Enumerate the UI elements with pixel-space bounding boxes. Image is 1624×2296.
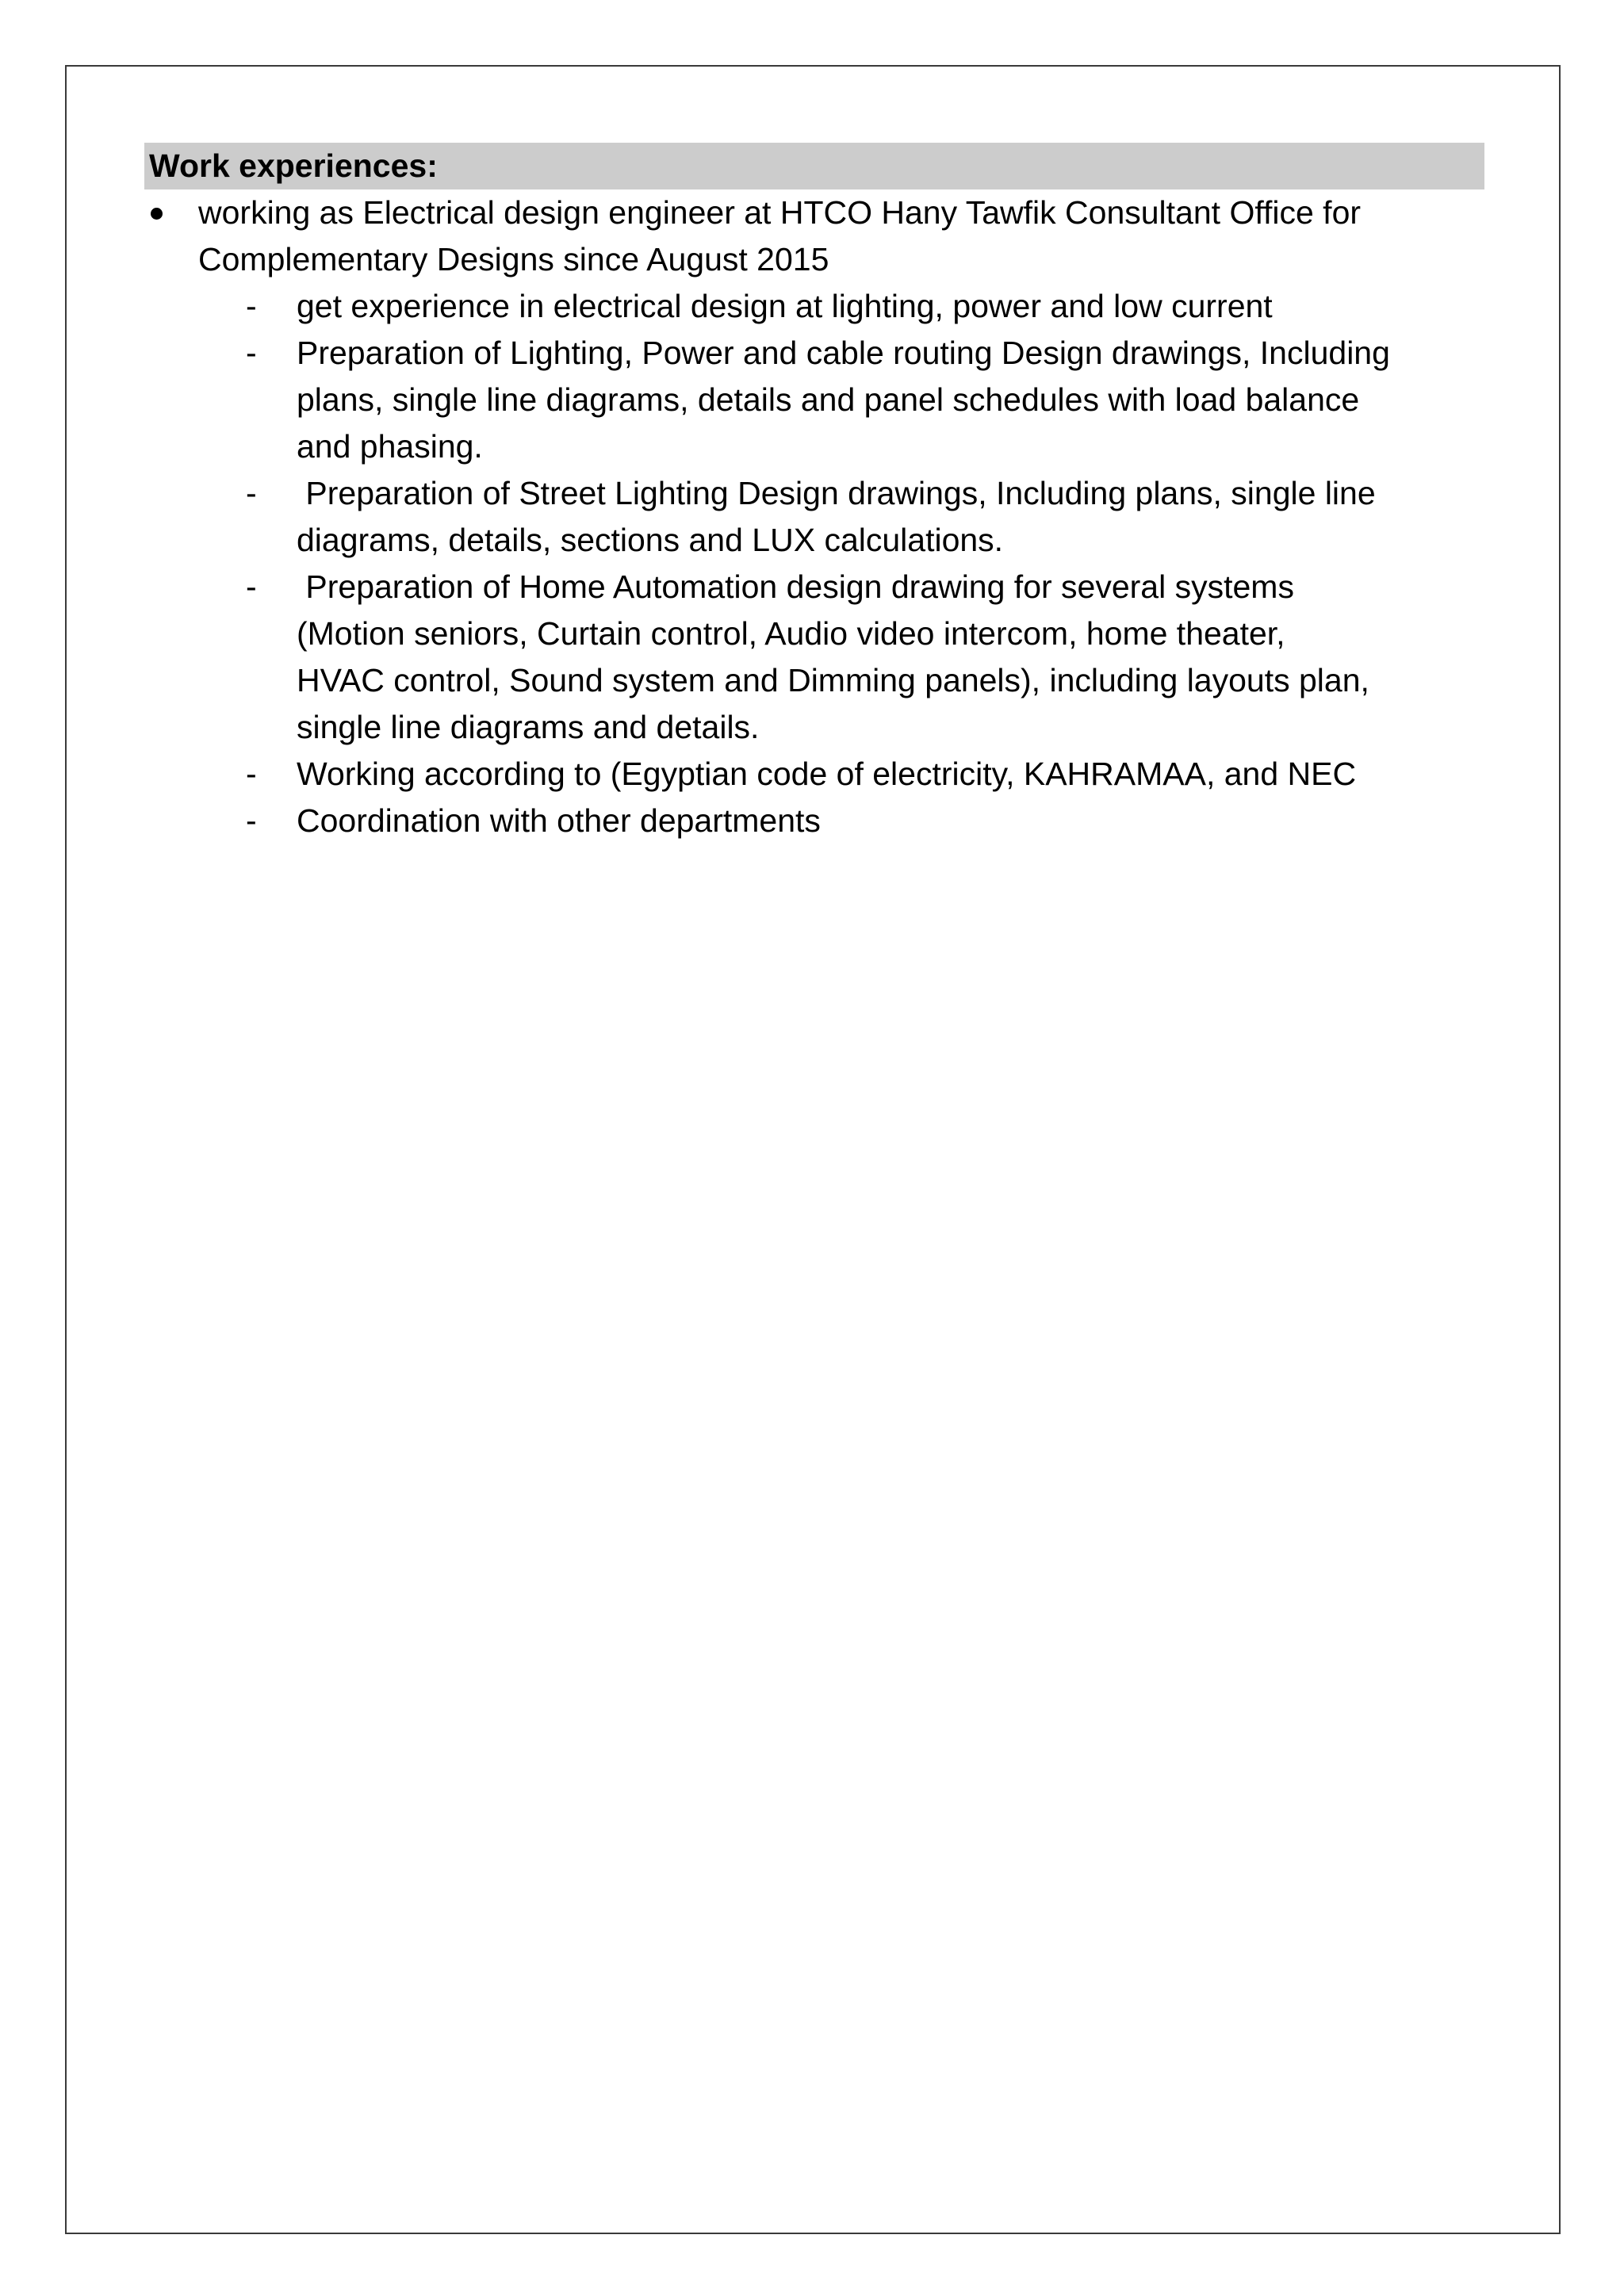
duty-line: single line diagrams and details. xyxy=(297,709,760,745)
duties-list xyxy=(144,283,1484,844)
duty-line: get experience in electrical design at lighting, power and low current xyxy=(297,288,1273,324)
experience-title xyxy=(198,189,1484,283)
duty-line: Preparation of Home Automation design drawing for several systems xyxy=(297,568,1294,605)
duty-line: and phasing. xyxy=(297,428,483,465)
duty-line: plans, single line diagrams, details and panel schedules with load balance xyxy=(297,381,1360,418)
duty-item xyxy=(144,470,1484,564)
duty-line: Coordination with other departments xyxy=(297,802,821,839)
duty-item xyxy=(144,798,1484,844)
duty-line: Preparation of Lighting, Power and cable routing Design drawings, Including xyxy=(297,335,1390,371)
duty-item xyxy=(144,283,1484,330)
duty-item xyxy=(144,751,1484,798)
experience-list xyxy=(144,189,1484,844)
duty-line: Preparation of Street Lighting Design drawings, Including plans, single line xyxy=(297,475,1376,511)
duty-line: Working according to (Egyptian code of electricity, KAHRAMAA, and NEC xyxy=(297,756,1357,792)
bullet-icon xyxy=(151,189,182,236)
experience-title-line: working as Electrical design engineer at HTCO Hany Tawfik Consultant Office for xyxy=(198,194,1362,231)
resume-content xyxy=(144,143,1484,844)
experience-title-line: Complementary Designs since August 2015 xyxy=(198,241,829,277)
experience-item xyxy=(144,189,1484,844)
dash-marker: - xyxy=(246,802,257,839)
dash-marker: - xyxy=(246,475,257,511)
duty-line: (Motion seniors, Curtain control, Audio video intercom, home theater, xyxy=(297,615,1285,652)
duty-line: HVAC control, Sound system and Dimming panels), including layouts plan, xyxy=(297,662,1369,698)
duty-item xyxy=(144,330,1484,470)
dash-marker: - xyxy=(246,288,257,324)
section-heading: Work experiences: xyxy=(144,143,1484,189)
duty-line: diagrams, details, sections and LUX calculations. xyxy=(297,522,1004,558)
duty-item xyxy=(144,564,1484,751)
dash-marker: - xyxy=(246,756,257,792)
dash-marker: - xyxy=(246,568,257,605)
dash-marker: - xyxy=(246,335,257,371)
